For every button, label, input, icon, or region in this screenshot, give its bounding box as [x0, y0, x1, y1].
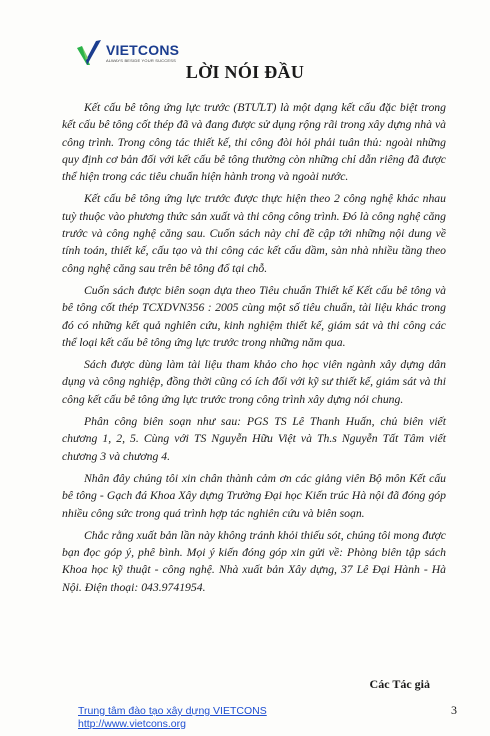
footer-link-url[interactable]: http://www.vietcons.org [78, 718, 186, 730]
paragraph: Phân công biên soạn như sau: PGS TS Lê Thanh Huấn, chủ biên viết chương 1, 2, 5. Cùng với TS Nguyễn Hữu Việt và Th.s Nguyễn Tất Tâm viết chương 3 và chương 4. [62, 415, 446, 463]
signature: Các Tác giả [369, 677, 430, 691]
page-title: LỜI NÓI ĐẦU [185, 62, 305, 82]
footer-link-center[interactable]: Trung tâm đào tạo xây dựng VIETCONS [78, 705, 267, 717]
paragraph: Kết cấu bê tông ứng lực trước được thực hiện theo 2 công nghệ khác nhau tuỳ thuộc vào phương thức sản xuất và thi công công trình. Đó là công nghệ căng trước và công nghệ căng sau. Cuốn sách này chỉ đề cập tới những nội dung về tính toán, thiết kế, cấu tạo và thi công các kết cấu dầm, sàn nhà nhiều tầng theo công nghệ căng sau trên bê tông đổ tại chỗ. [62, 192, 446, 275]
logo-text [106, 43, 179, 63]
brand-tagline: ALWAYS BESIDE YOUR SUCCESS [106, 58, 176, 63]
page-number: 3 [451, 703, 457, 717]
paragraph: Cuốn sách được biên soạn dựa theo Tiêu chuẩn Thiết kế Kết cấu bê tông và bê tông cốt thép TCXDVN356 : 2005 cùng một số tiêu chuẩn, tài liệu khác trong đó có những kết quả nghiên cứu, kinh nghiệm thiết kế, giám sát và thi công các thể loại kết cấu bê tông ứng lực trước trong những năm qua. [62, 283, 446, 349]
brand-name: VIETCONS [106, 42, 180, 58]
paragraph: Kết cấu bê tông ứng lực trước (BTƯLT) là một dạng kết cấu đặc biệt trong kết cấu bê tông cốt thép đã và đang được sử dụng rộng rãi trong xây dựng nhà và công trình. Trong công tác thiết kế, thi công đòi hỏi phải tuân thủ: ngoài những quy định cơ bản đối với kết cấu bê tông thường còn những chỉ dẫn riêng đã được thể hiện trong các tiêu chuẩn hiện hành trong và ngoài nước. [62, 101, 446, 184]
paragraph: Sách được dùng làm tài liệu tham khảo cho học viên ngành xây dựng dân dụng và công nghiệp, đồng thời cũng có ích đối với kỹ sư thiết kế, giám sát và thi công kết cấu bê tông ứng lực trước trong công trình xây dựng nói chung. [62, 358, 446, 406]
paragraph: Nhân đây chúng tôi xin chân thành cảm ơn các giảng viên Bộ môn Kết cấu bê tông - Gạch đá Khoa Xây dựng Trường Đại học Kiến trúc Hà nội đã đóng góp nhiều công sức trong quá trình hợp tác nghiên cứu và biên soạn. [62, 471, 446, 520]
preface-body [62, 99, 446, 601]
footer [78, 705, 267, 731]
paragraph: Chắc rằng xuất bản lần này không tránh khỏi thiếu sót, chúng tôi mong được bạn đọc góp ý, phê bình. Mọi ý kiến đóng góp xin gửi về: Phòng biên tập sách Khoa học kỹ thuật - công nghệ. Nhà xuất bản Xây dựng, 37 Lê Đại Hành - Hà Nội. Điện thoại: 043.9741954. [62, 528, 446, 594]
